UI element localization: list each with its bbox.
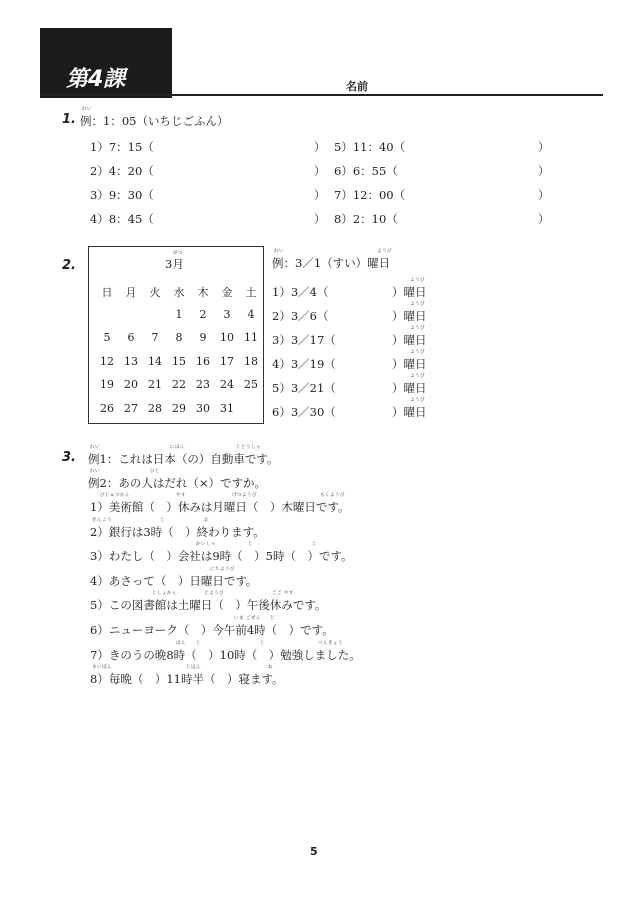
- q2-item: 3）3／17（: [272, 333, 336, 347]
- q2-item-suffix: ）曜日: [392, 381, 427, 395]
- calendar-day: 31: [220, 401, 234, 415]
- calendar-day: 23: [196, 378, 210, 391]
- calendar-month: 3月: [165, 257, 184, 271]
- q2-item-suffix: ）曜日: [392, 405, 427, 419]
- q2-youbi-ruby: ようび: [410, 398, 425, 403]
- q2-example-ruby-rei: れい: [274, 249, 284, 254]
- calendar-weekday: 土: [245, 286, 257, 299]
- q3-item-ruby: げつようび: [232, 493, 257, 498]
- q2-example-ruby-youbi: ようび: [377, 249, 392, 254]
- calendar-day: 21: [148, 378, 162, 391]
- q2-youbi-ruby: ようび: [410, 326, 425, 331]
- calendar-weekday: 日: [101, 286, 113, 299]
- q3-item-ruby: まいばん: [92, 665, 112, 671]
- calendar-day: 28: [148, 401, 162, 415]
- q3-item-ruby: ばん: [176, 640, 186, 646]
- q1-item-7: 7）12：00（: [334, 188, 406, 202]
- q1-paren-close: ）: [538, 140, 550, 154]
- q3-item-ruby: じ: [270, 616, 275, 621]
- q1-item-1: 1）7：15（: [90, 140, 154, 154]
- q1-item-4: 4）8：45（: [90, 212, 154, 226]
- q3-item-ruby: としょかん: [152, 591, 177, 597]
- q2-item: 5）3／21（: [272, 381, 336, 395]
- q1-item-6: 6）6：55（: [334, 164, 398, 178]
- q3-item-ruby: お: [204, 517, 209, 523]
- q3-item-ruby: もくようび: [320, 493, 345, 498]
- q3-item-ruby: じはん: [186, 665, 201, 671]
- calendar-day: 15: [172, 354, 186, 368]
- calendar-day: 4: [247, 307, 255, 321]
- q1-number: 1.: [62, 112, 76, 127]
- calendar-day: 30: [196, 401, 210, 415]
- name-label: 名前: [346, 80, 368, 93]
- q3-item: 2）銀行は3時（ ）終わります。: [90, 524, 265, 539]
- q3-example1-ruby-jidousha: じどうしゃ: [236, 445, 261, 450]
- q1-paren-close: ）: [314, 164, 326, 178]
- calendar-day: 3: [223, 307, 231, 321]
- q1-paren-close: ）: [538, 188, 550, 202]
- q1-paren-close: ）: [538, 212, 550, 226]
- calendar-day: 8: [175, 331, 183, 344]
- q3-item-ruby: じ: [160, 517, 165, 523]
- q3-item-ruby: じ: [248, 542, 253, 548]
- q2-item-suffix: ）曜日: [392, 285, 427, 299]
- q2-number: 2.: [62, 258, 76, 273]
- q3-item-ruby: にちようび: [210, 566, 235, 572]
- q3-example1: 例1：これは日本（の）自動車です。: [88, 452, 279, 466]
- calendar-day: 17: [220, 354, 234, 368]
- q3-item-ruby: かいしゃ: [196, 542, 216, 548]
- calendar-day: 24: [220, 378, 234, 391]
- q3-number: 3.: [62, 450, 76, 465]
- q3-item-ruby: いま ごぜん: [234, 616, 261, 621]
- calendar-day: 26: [100, 401, 114, 415]
- calendar-day: 25: [244, 378, 258, 391]
- calendar-day: 18: [244, 354, 258, 368]
- q2-youbi-ruby: ようび: [410, 302, 425, 307]
- q3-item-ruby: びじゅつかん: [100, 493, 130, 498]
- lesson-title: 第4課: [40, 28, 172, 98]
- q2-youbi-ruby: ようび: [410, 374, 425, 379]
- q3-item: 6）ニューヨーク（ ）今午前4時（ ）です。: [90, 623, 334, 637]
- q1-item-2: 2）4：20（: [90, 164, 154, 178]
- calendar-day: 10: [220, 331, 234, 344]
- q3-item: 5）この図書館は土曜日（ ）午後休みです。: [90, 598, 327, 613]
- calendar-day: 7: [151, 331, 159, 344]
- q3-item-ruby: やす: [176, 493, 186, 498]
- q1-item-5: 5）11：40（: [334, 140, 406, 154]
- q3-item: 4）あさって（ ）日曜日です。: [90, 573, 258, 588]
- q3-item-ruby: べんきょう: [318, 640, 343, 646]
- calendar-day: 1: [175, 307, 183, 321]
- q3-example1-ruby-nihon: にほん: [170, 445, 185, 450]
- q3-item: 1）美術館（ ）休みは月曜日（ ）木曜日です。: [90, 500, 350, 514]
- page-number: 5: [310, 845, 318, 858]
- q1-paren-close: ）: [314, 140, 326, 154]
- calendar: [88, 246, 264, 424]
- calendar-day: 6: [127, 331, 135, 344]
- calendar-day: 19: [100, 378, 114, 391]
- q2-item-suffix: ）曜日: [392, 333, 427, 347]
- q3-item: 3）わたし（ ）会社は9時（ ）5時（ ）です。: [90, 549, 353, 564]
- calendar-weekday: 水: [173, 286, 185, 299]
- calendar-weekday: 月: [125, 286, 137, 299]
- calendar-weekday: 木: [197, 286, 209, 299]
- q3-example1-ruby-rei: れい: [90, 445, 100, 450]
- q3-item-ruby: ぎんこう: [92, 517, 112, 523]
- q2-item: 1）3／4（: [272, 285, 329, 299]
- calendar-weekday: 火: [149, 286, 161, 299]
- calendar-day: 5: [103, 331, 111, 344]
- q2-example: 例：3／1（すい）曜日: [272, 256, 391, 270]
- calendar-weekday: 金: [221, 286, 233, 299]
- q3-item-ruby: どようび: [204, 591, 224, 597]
- q2-item: 2）3／6（: [272, 309, 329, 323]
- q2-item: 4）3／19（: [272, 357, 336, 371]
- q3-item: 8）毎晩（ ）11時半（ ）寝ます。: [90, 672, 284, 687]
- q3-example2-ruby-rei: れい: [90, 469, 100, 474]
- q2-item-suffix: ）曜日: [392, 357, 427, 371]
- calendar-day: 22: [172, 378, 186, 391]
- calendar-day: 13: [124, 354, 138, 368]
- q1-example-ruby: れい: [82, 107, 92, 112]
- q2-item: 6）3／30（: [272, 405, 336, 419]
- q2-item-suffix: ）曜日: [392, 309, 427, 323]
- q1-example: 例：1：05（いちじごふん）: [80, 114, 229, 128]
- q3-item: 7）きのうの晩8時（ ）10時（ ）勉強しました。: [90, 647, 361, 662]
- calendar-day: 11: [244, 331, 258, 344]
- calendar-month-ruby: がつ: [173, 251, 183, 256]
- q1-paren-close: ）: [314, 212, 326, 226]
- calendar-day: 29: [172, 401, 186, 415]
- calendar-day: 16: [196, 354, 210, 368]
- q3-example2-ruby-hito: ひと: [150, 469, 160, 474]
- calendar-day: 2: [199, 307, 207, 321]
- q2-youbi-ruby: ようび: [410, 350, 425, 355]
- q2-youbi-ruby: ようび: [410, 278, 425, 283]
- q3-item-ruby: ごご やす: [272, 591, 294, 597]
- q1-item-3: 3）9：30（: [90, 188, 154, 202]
- header-rule: [40, 94, 603, 96]
- q3-item-ruby: じ: [260, 640, 265, 646]
- q3-item-ruby: じ: [196, 640, 201, 646]
- calendar-day: 9: [199, 331, 207, 344]
- calendar-day: 27: [124, 401, 138, 415]
- q3-item-ruby: じ: [312, 542, 317, 548]
- calendar-day: 20: [124, 378, 138, 391]
- q3-item-ruby: ね: [268, 665, 273, 671]
- q1-item-8: 8）2：10（: [334, 212, 398, 226]
- calendar-day: 14: [148, 354, 162, 368]
- q1-paren-close: ）: [314, 188, 326, 202]
- calendar-day: 12: [100, 354, 114, 368]
- q3-example2: 例2：あの人はだれ（×）ですか。: [88, 476, 266, 490]
- q1-paren-close: ）: [538, 164, 550, 178]
